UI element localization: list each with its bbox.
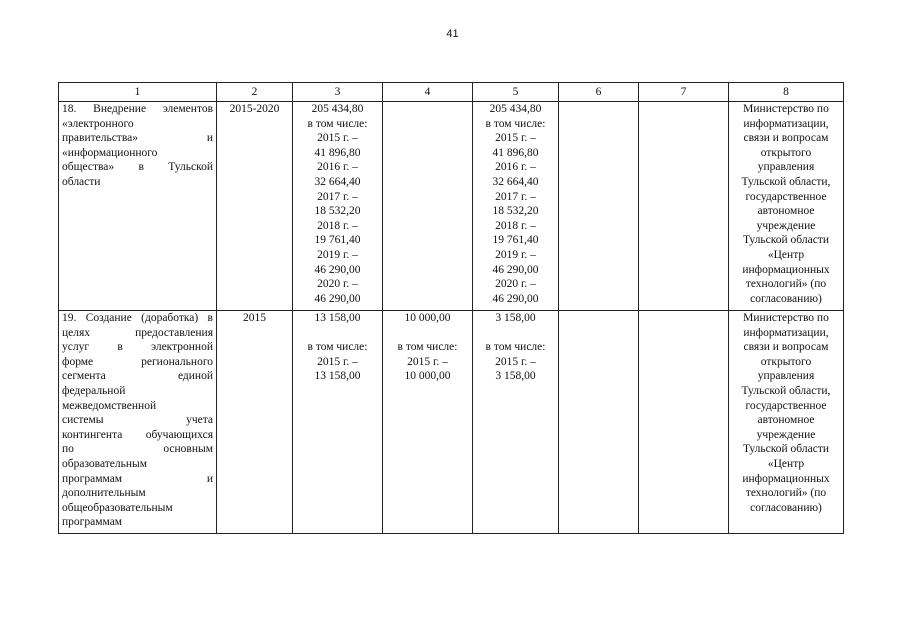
funding-line: 10 000,00: [404, 370, 451, 383]
measure-name-cell: [59, 102, 217, 311]
funding-col7-cell: [639, 311, 729, 534]
executor-line: «Центр: [767, 248, 805, 261]
funding-total: 205 434,80: [311, 103, 364, 115]
funding-line: 2018 г. –: [495, 219, 536, 232]
funding-total: 205 434,80: [489, 103, 542, 115]
funding-total-cell: [293, 102, 383, 311]
spacer: [296, 326, 379, 341]
header-cell-7: 7: [639, 83, 729, 102]
executor-line: информатизации,: [743, 326, 829, 339]
measure-name-line: 19. Создание (доработка) в: [62, 312, 213, 324]
funding-line: 2019 г. –: [495, 248, 536, 261]
funding-line: 2016 г. –: [317, 161, 358, 174]
executor-line: управления: [757, 370, 815, 383]
funding-line: 46 290,00: [492, 292, 539, 305]
period-cell: 2015: [217, 311, 293, 534]
funding-line: 2015 г. –: [495, 355, 536, 368]
executor-line: связи и вопросам: [743, 132, 829, 145]
measure-name-line: по основным: [62, 443, 213, 456]
funding-col6-cell: [559, 311, 639, 534]
program-table: [58, 82, 844, 534]
executor-line: информационных: [742, 263, 830, 276]
funding-line: 2020 г. –: [495, 278, 536, 291]
funding-line: 18 532,20: [314, 205, 361, 218]
funding-line: 32 664,40: [492, 175, 539, 188]
executor-line: технологий» (по: [745, 487, 827, 500]
executor-line: Министерство по: [743, 312, 829, 324]
funding-line: 2015 г. –: [407, 355, 448, 368]
funding-line: 19 761,40: [492, 234, 539, 247]
executor-line: автономное: [757, 205, 815, 218]
header-cell-3: 3: [293, 83, 383, 102]
funding-line: в том числе:: [307, 341, 368, 354]
header-row: [59, 83, 844, 102]
table-row: [59, 311, 844, 534]
funding-line: 19 761,40: [314, 234, 361, 247]
funding-line: 2016 г. –: [495, 161, 536, 174]
executor-line: автономное: [757, 414, 815, 427]
header-cell-5: 5: [473, 83, 559, 102]
measure-name-line: области: [62, 175, 101, 188]
measure-name-line: программам и: [62, 472, 213, 485]
spacer: [386, 326, 469, 341]
measure-name-line: общеобразовательным: [62, 501, 173, 514]
funding-total: 3 158,00: [495, 312, 536, 324]
funding-line: 41 896,80: [492, 146, 539, 159]
funding-total-cell: [293, 311, 383, 534]
funding-line: 46 290,00: [492, 263, 539, 276]
funding-line: 2020 г. –: [317, 278, 358, 291]
executor-line: Тульской области,: [741, 175, 831, 188]
funding-line: в том числе:: [485, 117, 546, 130]
funding-line: 2017 г. –: [495, 190, 536, 203]
funding-line: 46 290,00: [314, 292, 361, 305]
funding-line: 2015 г. –: [317, 355, 358, 368]
funding-line: в том числе:: [485, 341, 546, 354]
executor-line: открытого: [760, 355, 812, 368]
page-number: 41: [446, 28, 459, 40]
header-cell-2: 2: [217, 83, 293, 102]
funding-total: 10 000,00: [404, 312, 451, 324]
funding-line: 2017 г. –: [317, 190, 358, 203]
measure-name-line: форме регионального: [62, 355, 213, 368]
measure-name-line: межведомственной: [62, 399, 157, 412]
executor-line: открытого: [760, 146, 812, 159]
executor-line: связи и вопросам: [743, 341, 829, 354]
measure-name-line: «информационного: [62, 146, 158, 159]
measure-name-line: программам: [62, 516, 123, 529]
funding-line: 13 158,00: [314, 370, 361, 383]
funding-line: 41 896,80: [314, 146, 361, 159]
period-cell: 2015-2020: [217, 102, 293, 311]
executor-line: согласованию): [750, 292, 822, 305]
executor-line: «Центр: [767, 457, 805, 470]
funding-col5-cell: [473, 102, 559, 311]
table-row: [59, 102, 844, 311]
funding-line: 3 158,00: [495, 370, 536, 383]
measure-name-line: общества» в Тульской: [62, 161, 213, 174]
executor-line: государственное: [745, 399, 827, 412]
measure-name-cell: [59, 311, 217, 534]
measure-name-line: федеральной: [62, 384, 126, 397]
funding-line: 2015 г. –: [495, 132, 536, 145]
measure-name-line: «электронного: [62, 117, 134, 130]
funding-col5-cell: [473, 311, 559, 534]
executor-line: Тульской области: [742, 234, 829, 247]
funding-col4-cell: [383, 311, 473, 534]
executor-line: информационных: [742, 472, 830, 485]
funding-line: 2018 г. –: [317, 219, 358, 232]
funding-col6-cell: [559, 102, 639, 311]
header-cell-1: 1: [59, 83, 217, 102]
measure-name-line: услуг в электронной: [62, 341, 213, 354]
executor-line: государственное: [745, 190, 827, 203]
spacer: [476, 326, 555, 341]
executor-line: технологий» (по: [745, 278, 827, 291]
executor-line: Тульской области,: [741, 384, 831, 397]
executor-cell: [729, 102, 844, 311]
funding-line: 2015 г. –: [317, 132, 358, 145]
executor-line: управления: [757, 161, 815, 174]
funding-line: 32 664,40: [314, 175, 361, 188]
measure-name-line: контингента обучающихся: [62, 428, 213, 441]
funding-line: 18 532,20: [492, 205, 539, 218]
measure-name-line: правительства» и: [62, 132, 213, 145]
executor-line: учреждение: [756, 219, 816, 232]
funding-col7-cell: [639, 102, 729, 311]
measure-name-line: образовательным: [62, 457, 148, 470]
executor-line: согласованию): [750, 501, 822, 514]
funding-line: в том числе:: [307, 117, 368, 130]
executor-line: учреждение: [756, 428, 816, 441]
funding-col4-cell: [383, 102, 473, 311]
header-cell-6: 6: [559, 83, 639, 102]
measure-name-line: системы учета: [62, 414, 213, 427]
measure-name-line: сегмента единой: [62, 370, 213, 383]
funding-line: в том числе:: [397, 341, 458, 354]
executor-line: информатизации,: [743, 117, 829, 130]
executor-line: Тульской области: [742, 443, 829, 456]
funding-line: 46 290,00: [314, 263, 361, 276]
executor-line: Министерство по: [743, 103, 829, 115]
funding-total: 13 158,00: [314, 312, 361, 324]
funding-line: 2019 г. –: [317, 248, 358, 261]
measure-name-line: целях предоставления: [62, 326, 213, 339]
measure-name-line: 18. Внедрение элементов: [62, 103, 213, 115]
measure-name-line: дополнительным: [62, 487, 146, 500]
header-cell-4: 4: [383, 83, 473, 102]
executor-cell: [729, 311, 844, 534]
header-cell-8: 8: [729, 83, 844, 102]
